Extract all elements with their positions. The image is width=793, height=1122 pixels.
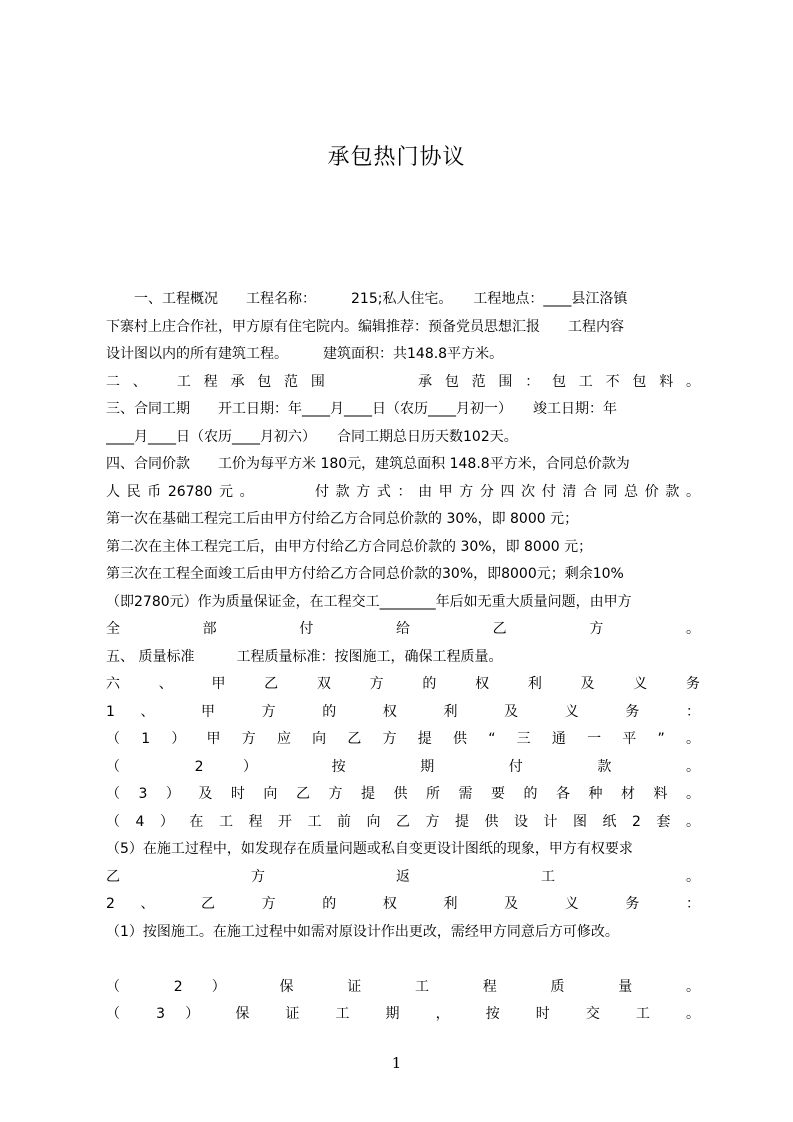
paragraph-line: （1）按图施工。在施工过程中如需对原设计作出更改，需经甲方同意后方可修改。: [106, 923, 619, 940]
paragraph-line: （3）及时向乙方提供所需要的各种材料。: [106, 786, 700, 802]
paragraph-line: （ 2 ） 按 期 付 款 。: [106, 758, 700, 775]
paragraph-line: 四、合同价款 工价为每平方米 180元，建筑总面积 148.8平方米，合同总价款为: [106, 456, 630, 472]
paragraph-line: （ 3 ） 保 证 工 期 ， 按 时 交 工 。: [106, 1006, 700, 1022]
paragraph-line: 三、合同工期 开工日期：年____月____日（农历____月初一） 竣工日期：年: [106, 401, 617, 417]
paragraph-line: （即2780元）作为质量保证金，在工程交工________年后如无重大质量问题，由甲方: [106, 593, 632, 610]
paragraph-line: 六 、 甲 乙 双 方 的 权 利 及 义 务: [106, 676, 700, 692]
paragraph-line: （5）在施工过程中，如发现存在质量问题或私自变更设计图纸的现象，甲方有权要求: [106, 841, 633, 857]
paragraph-line: 二、 工程承包范围 承包范围：包工不包料。: [106, 373, 700, 390]
paragraph-line: 五、 质量标准 工程质量标准：按图施工，确保工程质量。: [106, 648, 503, 665]
paragraph-line: 2 、 乙 方 的 权 利 及 义 务 ：: [106, 896, 700, 912]
paragraph-line: 第一次在基础工程完工后由甲方付给乙方合同总价款的 30%，即 8000 元；: [106, 511, 579, 527]
page-number: 1: [391, 1054, 402, 1072]
paragraph-line: 人民币26780元。 付款方式：由甲方分四次付清合同总价款。: [106, 483, 700, 500]
paragraph-line: 下寨村上庄合作社，甲方原有住宅院内。编辑推荐：预备党员思想汇报 工程内容: [106, 318, 624, 335]
paragraph-line: 第三次在工程全面竣工后由甲方付给乙方合同总价款的30%，即8000元；剩余10%: [106, 566, 624, 582]
paragraph-line: （ 2 ） 保 证 工 程 质 量 。: [106, 978, 700, 995]
paragraph-line: 一、工程概况 工程名称： 215;私人住宅。 工程地点：____县江洛镇: [134, 291, 628, 307]
paragraph-line: ____月____日（农历____月初六） 合同工期总日历天数102天。: [106, 428, 518, 445]
paragraph-line: （4）在工程开工前向乙方提供设计图纸2套。: [106, 813, 700, 830]
paragraph-line: 乙 方 返 工 。: [106, 868, 700, 885]
document-body: [106, 286, 700, 1026]
paragraph-line: 第二次在主体工程完工后，由甲方付给乙方合同总价款的 30%，即 8000 元；: [106, 538, 593, 555]
paragraph-line: 设计图以内的所有建筑工程。 建筑面积：共148.8平方米。: [106, 346, 504, 362]
paragraph-line: 全 部 付 给 乙 方 。: [106, 621, 700, 637]
paragraph-line: （1）甲方应向乙方提供“三通一平”。: [106, 731, 700, 747]
document-title: 承包热门协议: [327, 145, 466, 170]
blank-line: [106, 946, 700, 974]
paragraph-line: 1 、 甲 方 的 权 利 及 义 务 ：: [106, 703, 700, 720]
